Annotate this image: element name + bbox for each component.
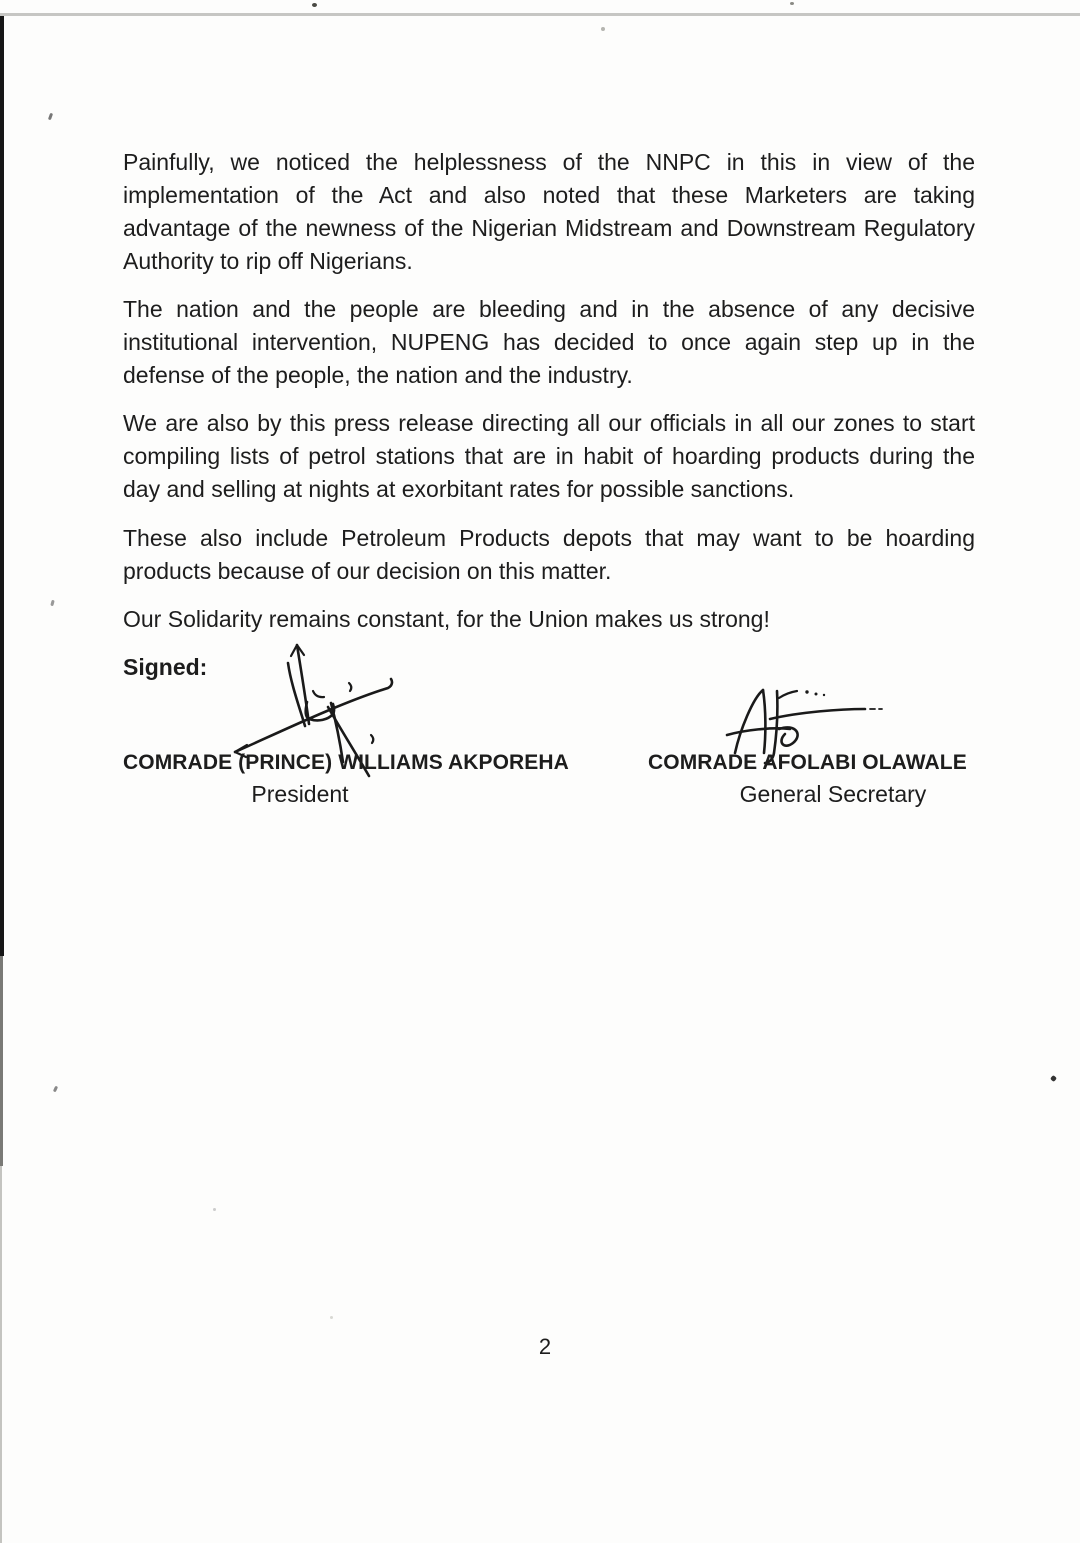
scan-artifact-speck xyxy=(1050,1075,1057,1082)
scan-artifact-speck xyxy=(50,600,54,607)
text-line: These also include Petroleum Products depots that may want to be hoarding xyxy=(123,525,975,551)
text-line: defense of the people, the nation and the industry. xyxy=(123,362,633,388)
text-line: Our Solidarity remains constant, for the Union makes us strong! xyxy=(123,606,770,632)
scan-artifact-left-edge xyxy=(0,1166,2,1543)
scan-artifact-speck xyxy=(213,1208,216,1211)
text-line: compiling lists of petrol stations that are in habit of hoarding products during the xyxy=(123,443,975,469)
paragraph-press-release-directive xyxy=(123,407,975,506)
scan-artifact-speck xyxy=(330,1316,333,1319)
signed-label: Signed: xyxy=(123,654,208,680)
paragraph-nation-bleeding xyxy=(123,293,975,392)
scan-artifact-top-line xyxy=(0,13,1080,16)
scan-artifact-speck xyxy=(312,3,317,7)
text-line: day and selling at nights at exorbitant rates for possible sanctions. xyxy=(123,476,795,502)
text-line: Authority to rip off Nigerians. xyxy=(123,248,413,274)
paragraph-nnpc-helplessness xyxy=(123,146,975,278)
text-line: Painfully, we noticed the helplessness of the NNPC in this in view of the xyxy=(123,149,975,175)
scan-artifact-speck xyxy=(53,1086,58,1093)
general-secretary-role: General Secretary xyxy=(739,781,927,807)
scan-artifact-speck xyxy=(48,113,53,121)
scan-artifact-left-edge xyxy=(0,16,4,956)
general-secretary-name: COMRADE AFOLABI OLAWALE xyxy=(648,751,967,774)
president-role: President xyxy=(251,781,349,807)
paragraph-solidarity xyxy=(123,603,975,636)
scan-artifact-speck xyxy=(601,27,605,31)
paragraph-depots-hoarding xyxy=(123,522,975,588)
text-line: We are also by this press release directing all our officials in all our zones to start xyxy=(123,410,975,436)
scan-artifact-speck xyxy=(790,2,794,5)
text-line: The nation and the people are bleeding and in the absence of any decisive xyxy=(123,296,975,322)
text-line: institutional intervention, NUPENG has decided to once again step up in the xyxy=(123,329,975,355)
text-line: implementation of the Act and also noted that these Marketers are taking xyxy=(123,182,975,208)
president-name: COMRADE (PRINCE) WILLIAMS AKPOREHA xyxy=(123,751,569,774)
text-line: advantage of the newness of the Nigerian Midstream and Downstream Regulatory xyxy=(123,215,975,241)
scan-artifact-left-edge xyxy=(0,956,3,1166)
text-line: products because of our decision on this matter. xyxy=(123,558,612,584)
page-number: 2 xyxy=(538,1334,552,1359)
